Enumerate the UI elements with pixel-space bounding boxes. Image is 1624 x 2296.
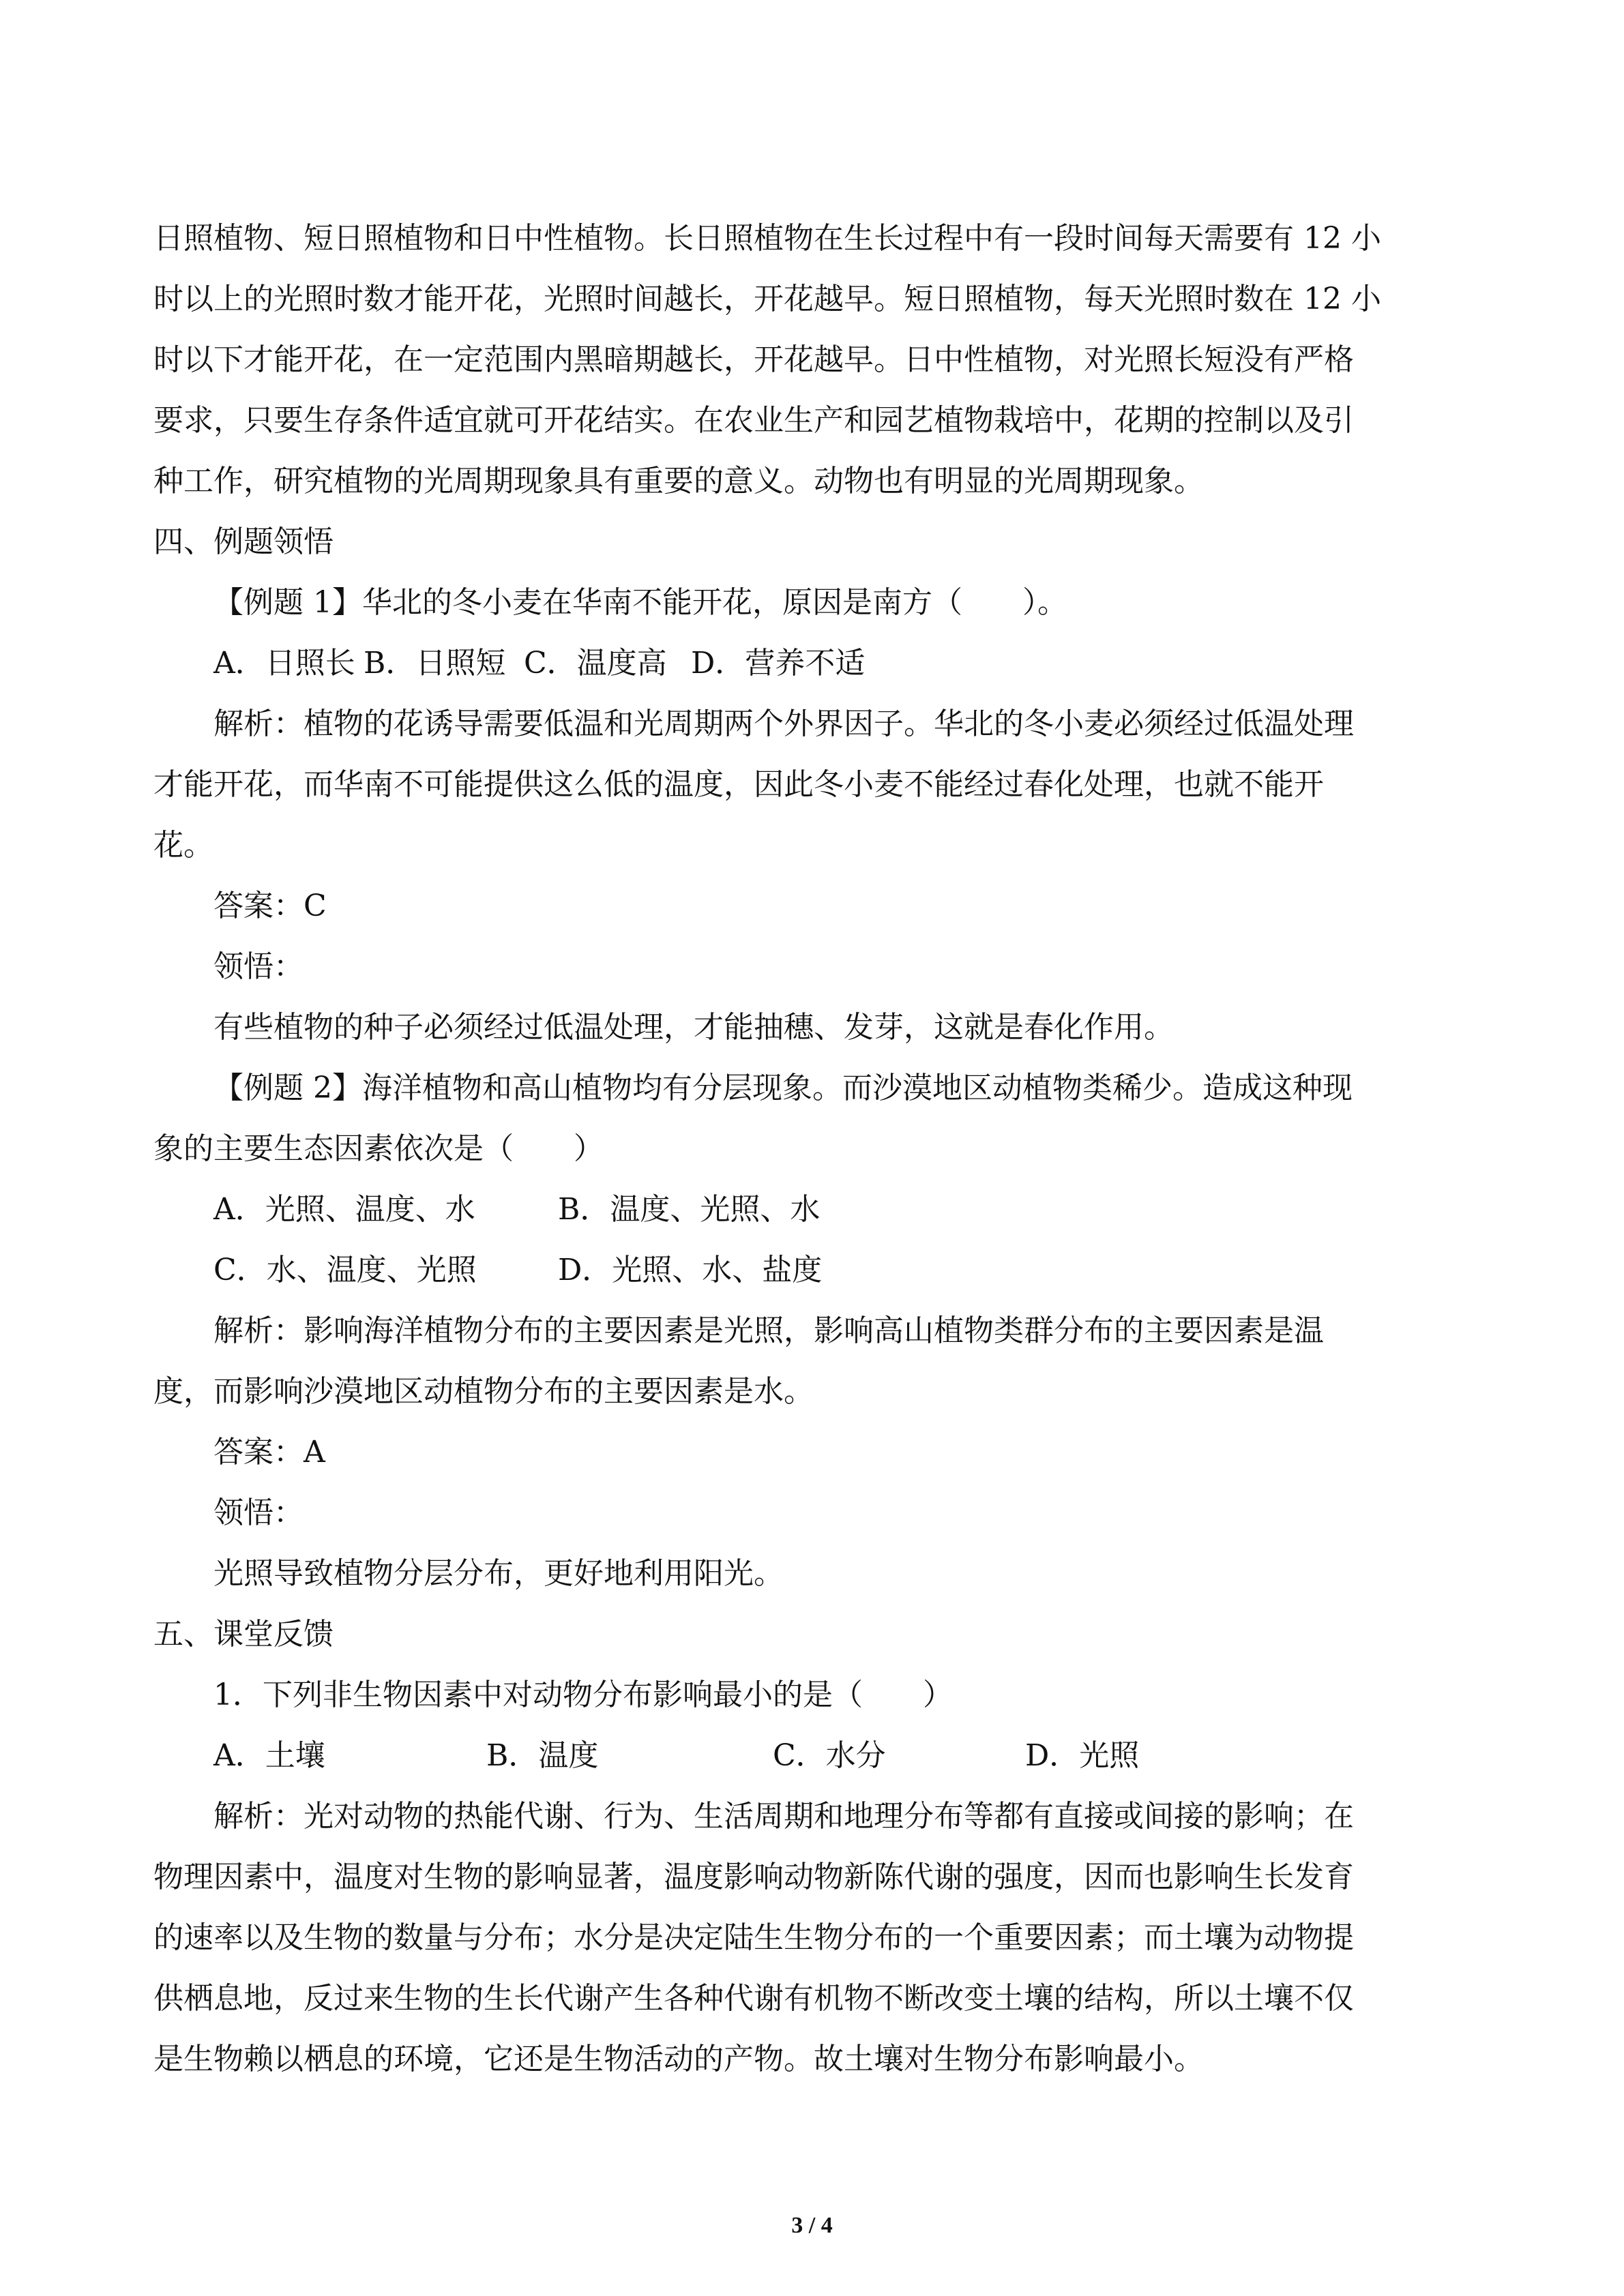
example1-insight: 有些植物的种子必须经过低温处理，才能抽穗、发芽，这就是春化作用。 xyxy=(213,1010,1174,1045)
intro-line: 日照植物、短日照植物和日中性植物。长日照植物在生长过程中有一段时间每天需要有 12 小 xyxy=(153,221,1381,256)
section-heading-5: 五、课堂反馈 xyxy=(153,1617,334,1652)
example2-insight: 光照导致植物分层分布，更好地利用阳光。 xyxy=(213,1556,784,1591)
section-heading-4: 四、例题领悟 xyxy=(153,524,334,559)
option-a: A．日照长 xyxy=(213,646,355,681)
example1-insight-label: 领悟： xyxy=(213,949,304,984)
example2-options-row1 xyxy=(153,1179,1483,1240)
example2-question-line: 【例题 2】海洋植物和高山植物均有分层现象。而沙漠地区动植物类稀少。造成这种现 xyxy=(213,1071,1353,1105)
page-content xyxy=(153,208,1483,2089)
option-c: C．水、温度、光照 xyxy=(213,1253,477,1287)
option-d: D．营养不适 xyxy=(691,646,866,681)
example1-options xyxy=(153,633,1483,694)
option-c: C．水分 xyxy=(773,1738,886,1773)
q1-analysis-line: 解析：光对动物的热能代谢、行为、生活周期和地理分布等都有直接或间接的影响；在 xyxy=(213,1799,1354,1834)
option-a: A．光照、温度、水 xyxy=(213,1192,475,1227)
option-b: B．温度 xyxy=(486,1738,599,1773)
example2-analysis-line: 度，而影响沙漠地区动植物分布的主要因素是水。 xyxy=(153,1374,814,1409)
option-d: D．光照 xyxy=(1025,1738,1140,1773)
intro-line: 种工作，研究植物的光周期现象具有重要的意义。动物也有明显的光周期现象。 xyxy=(153,464,1204,498)
q1-options xyxy=(153,1725,1483,1786)
option-a: A．土壤 xyxy=(213,1738,325,1773)
q1-analysis-line: 是生物赖以栖息的环境，它还是生物活动的产物。故土壤对生物分布影响最小。 xyxy=(153,2042,1204,2076)
q1-analysis-line: 物理因素中，温度对生物的影响显著，温度影响动物新陈代谢的强度，因而也影响生长发育 xyxy=(153,1860,1354,1894)
option-b: B．温度、光照、水 xyxy=(558,1192,821,1227)
example2-question-line: 象的主要生态因素依次是（ ） xyxy=(153,1131,604,1166)
option-c: C．温度高 xyxy=(524,646,667,681)
example1-answer: 答案：C xyxy=(213,889,327,923)
option-d: D．光照、水、盐度 xyxy=(558,1253,823,1287)
q1-analysis-line: 的速率以及生物的数量与分布；水分是决定陆生生物分布的一个重要因素；而土壤为动物提 xyxy=(153,1920,1354,1955)
example1-analysis-line: 花。 xyxy=(153,828,213,863)
example2-insight-label: 领悟： xyxy=(213,1495,304,1530)
example2-answer: 答案：A xyxy=(213,1435,325,1470)
intro-line: 时以上的光照时数才能开花，光照时间越长，开花越早。短日照植物，每天光照时数在 12 小 xyxy=(153,282,1381,316)
intro-line: 要求，只要生存条件适宜就可开花结实。在农业生产和园艺植物栽培中，花期的控制以及引 xyxy=(153,403,1354,438)
example2-options-row2 xyxy=(153,1240,1483,1300)
q1-analysis-line: 供栖息地，反过来生物的生长代谢产生各种代谢有机物不断改变土壤的结构，所以土壤不仅 xyxy=(153,1981,1354,2016)
option-b: B．日照短 xyxy=(364,646,506,681)
example2-analysis-line: 解析：影响海洋植物分布的主要因素是光照，影响高山植物类群分布的主要因素是温 xyxy=(213,1313,1324,1348)
example1-analysis-line: 才能开花，而华南不可能提供这么低的温度，因此冬小麦不能经过春化处理，也就不能开 xyxy=(153,767,1324,802)
q1-question: 1．下列非生物因素中对动物分布影响最小的是（ ） xyxy=(213,1678,953,1712)
intro-line: 时以下才能开花，在一定范围内黑暗期越长，开花越早。日中性植物，对光照长短没有严格 xyxy=(153,342,1354,377)
example1-analysis-line: 解析：植物的花诱导需要低温和光周期两个外界因子。华北的冬小麦必须经过低温处理 xyxy=(213,706,1354,741)
page-number: 3 / 4 xyxy=(791,2213,833,2238)
example1-question: 【例题 1】华北的冬小麦在华南不能开花，原因是南方（ ）。 xyxy=(213,585,1067,620)
